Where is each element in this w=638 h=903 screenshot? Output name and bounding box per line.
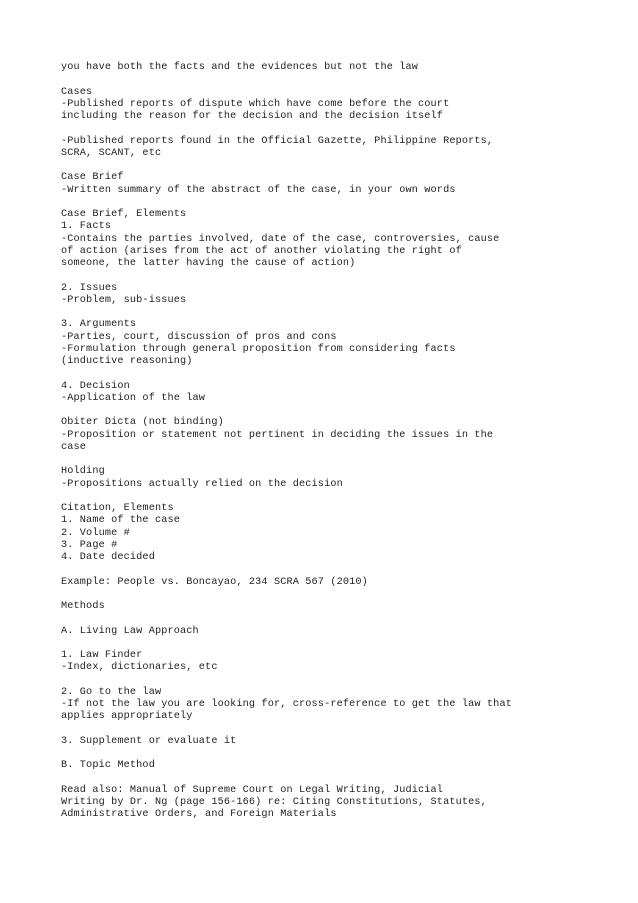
text-line: someone, the latter having the cause of action) — [61, 258, 356, 269]
text-line: 1. Name of the case — [61, 515, 181, 527]
text-line: Writing by Dr. Ng (page 156-166) re: Citing Constitutions, Statutes, — [61, 797, 487, 808]
text-line: Example: People vs. Boncayao, 234 SCRA 567 (2010) — [61, 576, 368, 588]
text-line: 3. Arguments — [61, 319, 137, 331]
text-line: -Formulation through general proposition from considering facts — [61, 343, 456, 355]
text-paragraph — [61, 62, 581, 74]
text-line: -Published reports found in the Official Gazette, Philippine Reports, — [61, 135, 494, 147]
text-paragraph — [61, 601, 581, 613]
text-paragraph — [61, 283, 581, 308]
text-line: 4. Decision — [61, 380, 130, 392]
text-paragraph — [61, 760, 581, 772]
text-line: -Parties, court, discussion of pros and cons — [61, 331, 337, 343]
text-paragraph — [61, 687, 581, 724]
text-paragraph — [61, 209, 581, 270]
text-line: -Problem, sub-issues — [61, 294, 187, 306]
text-line: 2. Go to the law — [61, 686, 162, 698]
text-line: B. Topic Method — [61, 760, 155, 772]
text-line: Holding — [61, 466, 105, 478]
text-line: you have both the facts and the evidences but not the law — [61, 62, 419, 73]
text-line: 2. Volume # — [61, 527, 130, 539]
text-paragraph — [61, 503, 581, 564]
text-line: 4. Date decided — [61, 552, 155, 563]
text-paragraph — [61, 417, 581, 454]
text-paragraph — [61, 626, 581, 638]
text-line: Read also: Manual of Supreme Court on Legal Writing, Judicial — [61, 784, 444, 796]
text-paragraph — [61, 466, 581, 491]
document-body — [61, 62, 581, 834]
text-line: including the reason for the decision and the decision itself — [61, 111, 444, 122]
text-line: -Proposition or statement not pertinent in deciding the issues in the — [61, 429, 494, 441]
text-line: -Written summary of the abstract of the case, in your own words — [61, 184, 456, 196]
text-paragraph — [61, 87, 581, 124]
text-line: 1. Facts — [61, 221, 112, 233]
text-paragraph — [61, 736, 581, 748]
text-line: Cases — [61, 86, 93, 98]
text-paragraph — [61, 136, 581, 161]
text-line: case — [61, 441, 87, 453]
text-paragraph — [61, 172, 581, 197]
text-line: 2. Issues — [61, 282, 118, 294]
text-line: Administrative Orders, and Foreign Materials — [61, 809, 337, 821]
text-line: (inductive reasoning) — [61, 356, 193, 367]
text-line: SCRA, SCANT, etc — [61, 147, 162, 159]
text-paragraph — [61, 319, 581, 368]
text-line: applies appropriately — [61, 711, 193, 723]
text-line: Methods — [61, 601, 105, 612]
text-line: -If not the law you are looking for, cross-reference to get the law that — [61, 699, 512, 710]
text-line: of action (arises from the act of another violating the right of — [61, 245, 462, 257]
text-line: -Published reports of dispute which have come before the court — [61, 98, 450, 110]
text-line: -Contains the parties involved, date of the case, controversies, cause — [61, 233, 500, 245]
text-paragraph — [61, 650, 581, 675]
text-line: 3. Supplement or evaluate it — [61, 735, 237, 747]
text-line: Case Brief, Elements — [61, 209, 187, 220]
text-line: -Application of the law — [61, 392, 206, 404]
text-line: Obiter Dicta (not binding) — [61, 417, 224, 429]
text-paragraph — [61, 785, 581, 822]
text-line: Case Brief — [61, 172, 124, 184]
text-line: -Propositions actually relied on the decision — [61, 478, 343, 490]
text-line: 3. Page # — [61, 539, 118, 551]
text-line: Citation, Elements — [61, 503, 174, 514]
text-paragraph — [61, 577, 581, 589]
text-line: -Index, dictionaries, etc — [61, 662, 218, 674]
text-line: A. Living Law Approach — [61, 625, 199, 637]
text-paragraph — [61, 381, 581, 406]
text-line: 1. Law Finder — [61, 650, 143, 661]
